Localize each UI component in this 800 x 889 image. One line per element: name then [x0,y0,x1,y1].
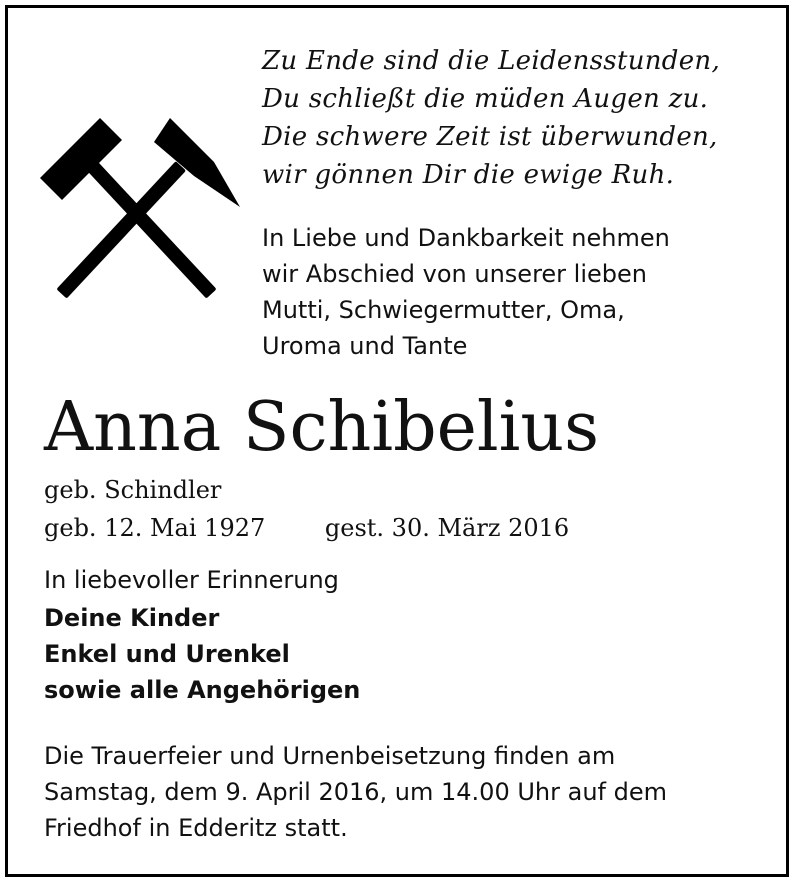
service-line: Samstag, dem 9. April 2016, um 14.00 Uhr auf dem [44,778,667,806]
verse-line: wir gönnen Dir die ewige Ruh. [262,160,675,190]
service-line: Friedhof in Edderitz statt. [44,814,348,842]
verse [262,42,782,194]
birth-date: geb. 12. Mai 1927 [44,514,266,542]
verse-line: Die schwere Zeit ist überwunden, [262,122,718,152]
mourners-list [44,600,360,708]
death-date: gest. 30. März 2016 [324,514,570,542]
memory-line: In liebevoller Erinnerung [44,566,339,594]
birth-name: geb. Schindler [44,476,222,504]
mourner-line: sowie alle Angehörigen [44,676,361,704]
crossed-hammers-icon [36,112,246,302]
intro-line: Mutti, Schwiegermutter, Oma, [262,296,625,324]
intro-line: wir Abschied von unserer lieben [262,260,647,288]
intro-line: In Liebe und Dankbarkeit nehmen [262,224,670,252]
intro-line: Uroma und Tante [262,332,468,360]
verse-line: Du schließt die müden Augen zu. [262,84,709,114]
verse-line: Zu Ende sind die Leidensstunden, [262,46,721,76]
service-line: Die Trauerfeier und Urnenbeisetzung finden am [44,742,616,770]
mourner-line: Deine Kinder [44,604,220,632]
funeral-service-info [44,738,774,846]
farewell-intro [262,220,782,364]
deceased-name: Anna Schibelius [44,388,600,467]
life-dates [44,510,569,546]
mourner-line: Enkel und Urenkel [44,640,290,668]
